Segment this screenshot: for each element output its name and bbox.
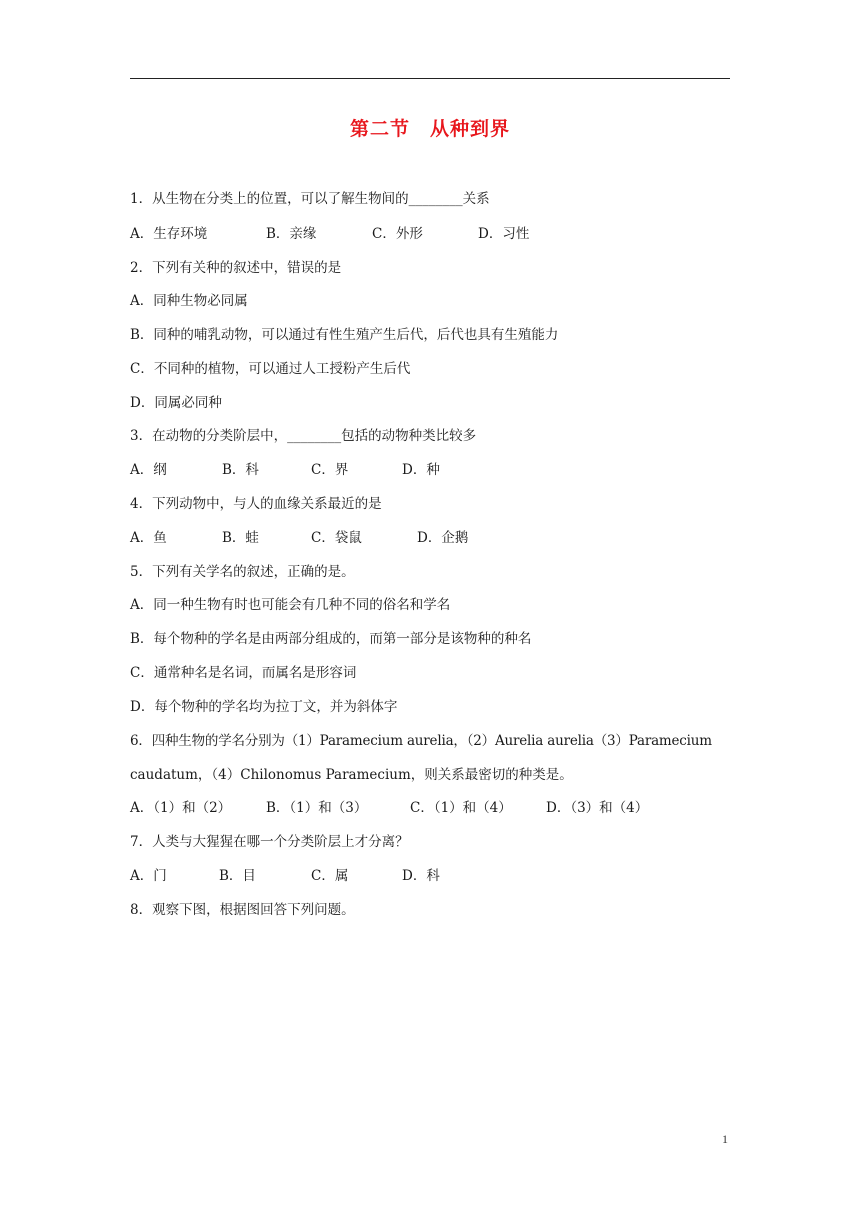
q3-option-d: D．种 bbox=[402, 462, 440, 478]
q1-option-c: C．外形 bbox=[372, 226, 423, 242]
question-6-stem-line-2: caudatum，（4）Chilonomus Paramecium，则关系最密切的种类是。 bbox=[130, 767, 573, 783]
q2-option-a: A．同种生物必同属 bbox=[130, 293, 248, 309]
question-6-stem-line-1: 6．四种生物的学名分别为（1）Paramecium aurelia，（2）Aurelia aurelia（3）Paramecium bbox=[130, 733, 712, 749]
question-1-stem: 1．从生物在分类上的位置，可以了解生物间的________关系 bbox=[130, 191, 490, 207]
q4-option-b: B．蛙 bbox=[222, 530, 259, 546]
q7-option-a: A．门 bbox=[130, 868, 167, 884]
q5-option-d: D．每个物种的学名均为拉丁文，并为斜体字 bbox=[130, 699, 398, 715]
question-7-stem: 7．人类与大猩猩在哪一个分类阶层上才分离？ bbox=[130, 834, 409, 850]
q4-option-a: A．鱼 bbox=[130, 530, 167, 546]
q7-option-c: C．属 bbox=[311, 868, 349, 884]
q6-option-d: D．（3）和（4） bbox=[546, 800, 649, 816]
question-2-stem: 2．下列有关种的叙述中，错误的是 bbox=[130, 260, 342, 276]
q6-option-a: A．（1）和（2） bbox=[130, 800, 232, 816]
question-4-stem: 4．下列动物中，与人的血缘关系最近的是 bbox=[130, 496, 382, 512]
q6-option-c: C．（1）和（4） bbox=[410, 800, 512, 816]
q7-option-b: B．目 bbox=[219, 868, 256, 884]
q3-option-b: B．科 bbox=[222, 462, 259, 478]
q2-option-c: C．不同种的植物，可以通过人工授粉产生后代 bbox=[130, 361, 411, 377]
question-3-stem: 3．在动物的分类阶层中，________包括的动物种类比较多 bbox=[130, 428, 477, 444]
q6-option-b: B．（1）和（3） bbox=[266, 800, 368, 816]
question-8-stem: 8．观察下图，根据图回答下列问题。 bbox=[130, 902, 355, 918]
q4-option-d: D．企鹅 bbox=[417, 530, 469, 546]
q2-option-d: D．同属必同种 bbox=[130, 395, 222, 411]
header-rule bbox=[130, 78, 730, 79]
q3-option-a: A．纲 bbox=[130, 462, 167, 478]
question-5-stem: 5．下列有关学名的叙述，正确的是。 bbox=[130, 564, 355, 580]
q7-option-d: D．科 bbox=[402, 868, 440, 884]
q1-option-d: D．习性 bbox=[478, 226, 530, 242]
q2-option-b: B．同种的哺乳动物，可以通过有性生殖产生后代，后代也具有生殖能力 bbox=[130, 327, 559, 343]
q5-option-c: C．通常种名是名词，而属名是形容词 bbox=[130, 665, 357, 681]
q5-option-b: B．每个物种的学名是由两部分组成的，而第一部分是该物种的种名 bbox=[130, 631, 532, 647]
q1-option-a: A．生存环境 bbox=[130, 226, 208, 242]
q1-option-b: B．亲缘 bbox=[266, 226, 317, 242]
page-number: 1 bbox=[722, 1132, 728, 1146]
q5-option-a: A．同一种生物有时也可能会有几种不同的俗名和学名 bbox=[130, 597, 451, 613]
page-title: 第二节 从种到界 bbox=[349, 118, 510, 140]
q4-option-c: C．袋鼠 bbox=[311, 530, 362, 546]
q3-option-c: C．界 bbox=[311, 462, 349, 478]
